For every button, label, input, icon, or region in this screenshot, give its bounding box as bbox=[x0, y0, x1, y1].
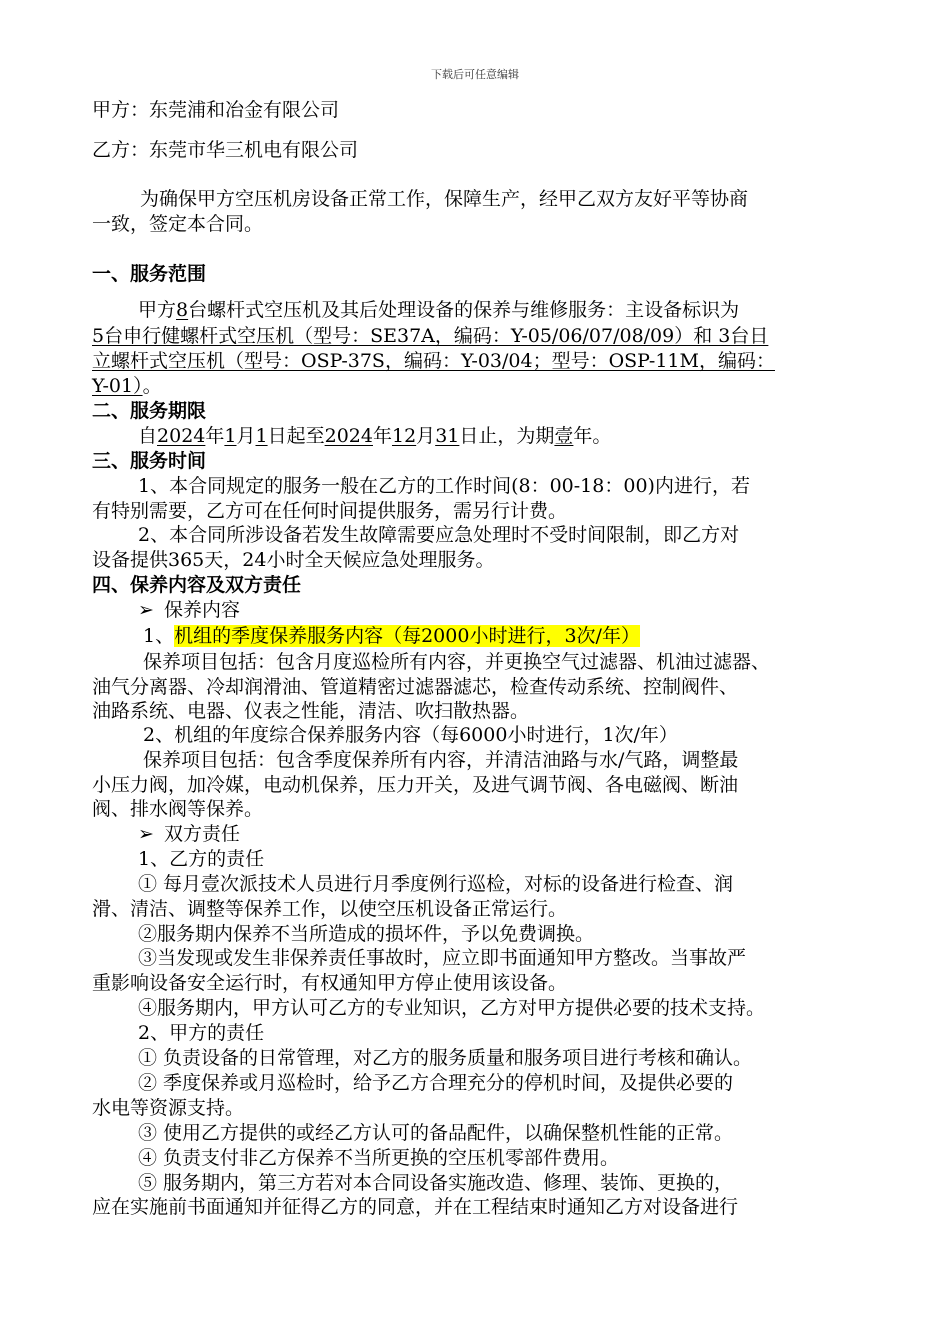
item-heading: 1、机组的季度保养服务内容（每2000小时进行，3次/年） bbox=[143, 625, 640, 647]
duty-line: ④服务期内，甲方认可乙方的专业知识，乙方对甲方提供必要的技术支持。 bbox=[138, 997, 766, 1019]
time-line: 1、本合同规定的服务一般在乙方的工作时间(8：00-18：00)内进行，若 bbox=[138, 475, 750, 497]
scope-line: 甲方8台螺杆式空压机及其后处理设备的保养与维修服务：主设备标识为 bbox=[138, 299, 740, 321]
time-line: 设备提供365天，24小时全天候应急处理服务。 bbox=[92, 549, 495, 571]
intro-line: 一致，签定本合同。 bbox=[92, 213, 264, 235]
party-a: 甲方：东莞浦和冶金有限公司 bbox=[92, 99, 340, 121]
item-line: 保养项目包括：包含季度保养所有内容，并清洁油路与水/气路，调整最 bbox=[143, 749, 739, 771]
item-line: 小压力阀，加冷媒，电动机保养，压力开关，及进气调节阀、各电磁阀、断油 bbox=[92, 774, 739, 796]
duty-line: ① 负责设备的日常管理，对乙方的服务质量和服务项目进行考核和确认。 bbox=[138, 1047, 753, 1069]
section-title: 三、服务时间 bbox=[92, 450, 207, 472]
item-line: 油气分离器、冷却润滑油、管道精密过滤器滤芯，检查传动系统、控制阀件、 bbox=[92, 676, 739, 698]
term-line: 自2024年1月1日起至2024年12月31日止，为期壹年。 bbox=[138, 425, 612, 447]
party-duty-title: 2、甲方的责任 bbox=[138, 1022, 265, 1044]
subheading: ➢ 双方责任 bbox=[138, 823, 241, 845]
duty-line: ① 每月壹次派技术人员进行月季度例行巡检，对标的设备进行检查、润 bbox=[138, 873, 734, 895]
section-title: 二、服务期限 bbox=[92, 400, 207, 422]
arrow-bullet-icon: ➢ bbox=[138, 599, 154, 621]
duty-line: ④ 负责支付非乙方保养不当所更换的空压机零部件费用。 bbox=[138, 1147, 620, 1169]
highlighted-text: 机组的季度保养服务内容（每2000小时进行，3次/年） bbox=[174, 625, 640, 647]
section-title: 一、服务范围 bbox=[92, 263, 207, 285]
duty-line: 水电等资源支持。 bbox=[92, 1097, 245, 1119]
duty-line: 重影响设备安全运行时，有权通知甲方停止使用该设备。 bbox=[92, 972, 568, 994]
duty-line: ③当发现或发生非保养责任事故时，应立即书面通知甲方整改。当事故严 bbox=[138, 947, 747, 969]
section-title: 四、保养内容及双方责任 bbox=[92, 574, 302, 596]
duty-line: ②服务期内保养不当所造成的损坏件，予以免费调换。 bbox=[138, 923, 595, 945]
item-line: 油路系统、电器、仪表之性能，清洁、吹扫散热器。 bbox=[92, 700, 530, 722]
time-line: 2、本合同所涉设备若发生故障需要应急处理时不受时间限制，即乙方对 bbox=[138, 524, 740, 546]
duty-line: ⑤ 服务期内，第三方若对本合同设备实施改造、修理、装饰、更换的， bbox=[138, 1172, 734, 1194]
party-b: 乙方：东莞市华三机电有限公司 bbox=[92, 139, 359, 161]
duty-line: 应在实施前书面通知并征得乙方的同意，并在工程结束时通知乙方对设备进行 bbox=[92, 1196, 739, 1218]
subheading: ➢ 保养内容 bbox=[138, 599, 241, 621]
party-duty-title: 1、乙方的责任 bbox=[138, 848, 265, 870]
item-heading: 2、机组的年度综合保养服务内容（每6000小时进行，1次/年） bbox=[143, 724, 678, 746]
duty-line: 滑、清洁、调整等保养工作，以使空压机设备正常运行。 bbox=[92, 898, 568, 920]
item-line: 保养项目包括：包含月度巡检所有内容，并更换空气过滤器、机油过滤器、 bbox=[143, 651, 771, 673]
watermark: 下载后可任意编辑 bbox=[431, 68, 519, 81]
scope-line: 立螺杆式空压机（型号：OSP-37S，编码：Y-03/04；型号：OSP-11M，编码： bbox=[92, 350, 775, 372]
item-line: 阀、排水阀等保养。 bbox=[92, 798, 264, 820]
intro-line: 为确保甲方空压机房设备正常工作，保障生产，经甲乙双方友好平等协商 bbox=[140, 188, 749, 210]
duty-line: ③ 使用乙方提供的或经乙方认可的备品配件，以确保整机性能的正常。 bbox=[138, 1122, 734, 1144]
scope-line: Y-01）。 bbox=[92, 375, 162, 397]
scope-line: 5台申行健螺杆式空压机（型号：SE37A，编码：Y-05/06/07/08/09）和 3台日 bbox=[92, 325, 769, 347]
time-line: 有特别需要，乙方可在任何时间提供服务，需另行计费。 bbox=[92, 500, 568, 522]
duty-line: ② 季度保养或月巡检时，给予乙方合理充分的停机时间，及提供必要的 bbox=[138, 1072, 734, 1094]
arrow-bullet-icon: ➢ bbox=[138, 823, 154, 845]
